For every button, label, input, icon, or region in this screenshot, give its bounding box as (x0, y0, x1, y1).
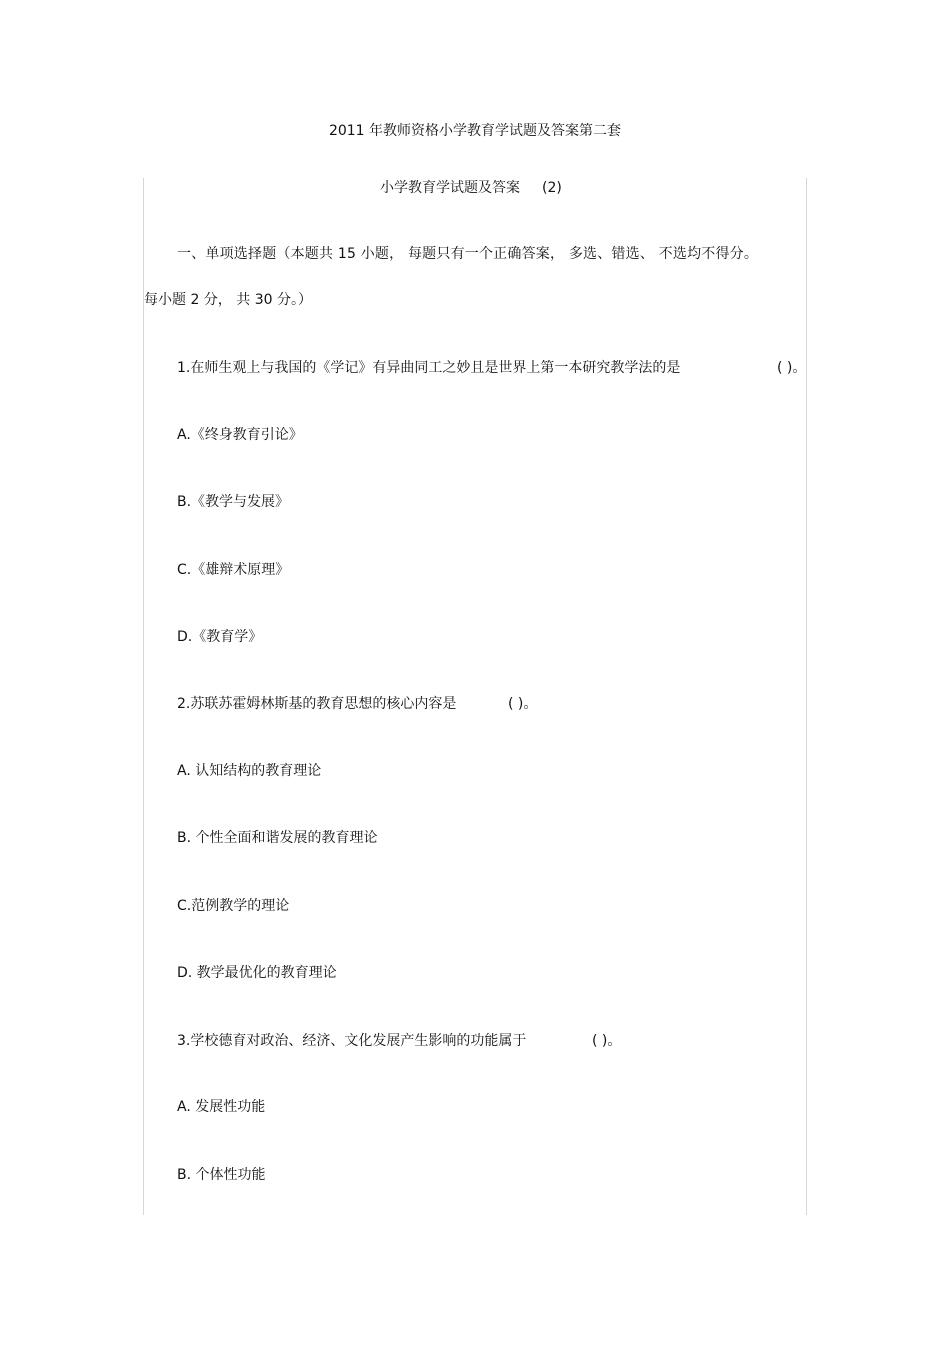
question-1-option-a: A.《终身教育引论》 (177, 427, 303, 443)
question-2-blank: ( )。 (508, 696, 538, 712)
question-3-option-b: B. 个体性功能 (177, 1167, 266, 1183)
question-1-option-b: B.《教学与发展》 (177, 494, 290, 510)
question-3-option-a: A. 发展性功能 (177, 1099, 266, 1115)
document-subtitle (380, 178, 562, 198)
document-title: 2011 年教师资格小学教育学试题及答案第二套 (328, 123, 622, 139)
section-intro-line-1: 一、单项选择题（本题共 15 小题， 每题只有一个正确答案， 多选、错选、 不选均不得分。 (177, 246, 759, 262)
question-2-option-b: B. 个性全面和谐发展的教育理论 (177, 830, 378, 846)
question-1-option-c: C.《雄辩术原理》 (177, 562, 290, 578)
section-intro-line-2: 每小题 2 分， 共 30 分。） (144, 292, 312, 308)
question-3-blank: ( )。 (592, 1033, 622, 1049)
question-2-option-d: D. 教学最优化的教育理论 (177, 965, 337, 981)
question-2-stem: 2.苏联苏霍姆林斯基的教育思想的核心内容是 (177, 696, 457, 712)
question-2-option-c: C.范例教学的理论 (177, 898, 290, 914)
question-1-stem: 1.在师生观上与我国的《学记》有异曲同工之妙且是世界上第一本研究教学法的是 (177, 360, 681, 376)
question-1-blank: ( )。 (777, 360, 807, 376)
subtitle-text: 小学教育学试题及答案 (380, 180, 520, 196)
question-2-option-a: A. 认知结构的教育理论 (177, 763, 322, 779)
question-3-stem: 3.学校德育对政治、经济、文化发展产生影响的功能属于 (177, 1033, 527, 1049)
question-1-option-d: D.《教育学》 (177, 629, 263, 645)
subtitle-number: (2) (542, 180, 562, 196)
